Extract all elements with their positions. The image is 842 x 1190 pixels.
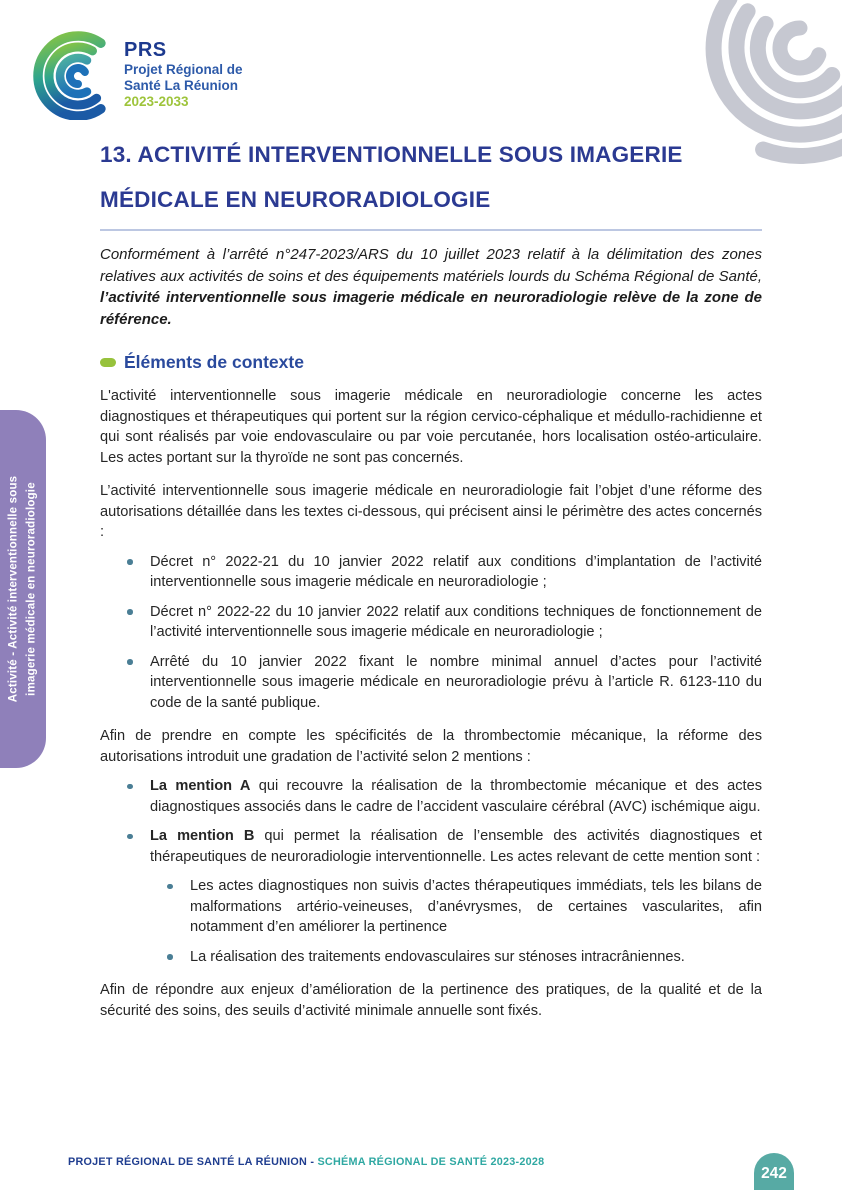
chapter-side-tab xyxy=(0,410,46,768)
bullet-dot-icon xyxy=(167,884,173,890)
mention-b-sublist xyxy=(100,876,762,967)
section-heading xyxy=(100,352,762,373)
mentions-list xyxy=(100,776,762,867)
page-number-badge xyxy=(754,1153,794,1190)
document-body xyxy=(100,132,762,1021)
bullet-dot-icon xyxy=(127,659,133,665)
decrees-list xyxy=(100,552,762,714)
section-title: Éléments de contexte xyxy=(124,352,304,372)
intro-paragraph: Conformément à l’arrêté n°247-2023/ARS du 10 juillet 2023 relatif à la délimitation des zones relatives aux activités de soins et des équipements matériels lourds du Schéma Régional de Santé, l’activité interventionnelle sous imagerie médicale en neuroradiologie relève de la zone de référence. xyxy=(100,246,762,328)
chapter-side-tab-label: Activité - Activité interventionnelle sous imagerie médicale en neuroradiologie xyxy=(7,475,38,703)
list-item: Décret n° 2022-22 du 10 janvier 2022 relatif aux conditions techniques de fonctionnement de l’activité interventionnelle sous imagerie médicale en neuroradiologie ; xyxy=(122,602,762,643)
paragraph: Afin de prendre en compte les spécificités de la thrombectomie mécanique, la réforme des autorisations introduit une gradation de l’activité selon 2 mentions : xyxy=(100,728,762,765)
paragraph: L'activité interventionnelle sous imagerie médicale en neuroradiologie concerne les actes diagnostiques et thérapeutiques qui portent sur la région cervico-céphalique et médullo-rachidienne et qui sont réalisés par voie endovasculaire ou par voie percutanée, hors localisation ostéo-articulaire. Les actes portant sur la thyroïde ne sont pas concernés. xyxy=(100,388,762,466)
bullet-dot-icon xyxy=(127,559,133,565)
logo-line1: Projet Régional de xyxy=(124,62,243,77)
list-item: Arrêté du 10 janvier 2022 fixant le nombre minimal annuel d’actes pour l’activité interventionnelle sous imagerie médicale en neuroradiologie prévu à l’article R. 6123-110 du code de la santé publique. xyxy=(122,652,762,714)
prs-logo-arcs-icon xyxy=(28,30,118,120)
logo-years: 2023-2033 xyxy=(124,94,189,110)
list-item: La mention A qui recouvre la réalisation de la thrombectomie mécanique et des actes diagnostiques associés dans le cadre de l’accident vasculaire cérébral (AVC) ischémique aigu. xyxy=(122,776,762,817)
bullet-dot-icon xyxy=(127,609,133,615)
bullet-dot-icon xyxy=(127,784,133,790)
list-item: Les actes diagnostiques non suivis d’actes thérapeutiques immédiats, tels les bilans de malformations artério-veineuses, d’anévrysmes, de certaines vascularites, afin notamment d’en améliorer la pertinence xyxy=(162,876,762,938)
page-number: 242 xyxy=(761,1165,787,1182)
title-divider xyxy=(100,229,762,231)
section-bullet-icon xyxy=(100,358,116,367)
paragraph: L’activité interventionnelle sous imagerie médicale en neuroradiologie fait l’objet d’une réforme des autorisations détaillée dans les textes ci-dessous, qui précisent ainsi le périmètre des actes concernés : xyxy=(100,483,762,540)
list-item: Décret n° 2022-21 du 10 janvier 2022 relatif aux conditions d’implantation de l’activité interventionnelle sous imagerie médicale en neuroradiologie ; xyxy=(122,552,762,593)
bullet-dot-icon xyxy=(167,954,173,960)
logo-line2: Santé La Réunion xyxy=(124,78,239,94)
logo-acronym: PRS xyxy=(124,39,167,61)
paragraph: Afin de répondre aux enjeux d’amélioration de la pertinence des pratiques, de la qualité et de la sécurité des soins, des seuils d’activité minimale annuelle sont fixés. xyxy=(100,982,762,1019)
list-item: La mention B qui permet la réalisation de l’ensemble des activités diagnostiques et thérapeutiques de neuroradiologie interventionnelle. Les actes relevant de cette mention sont : xyxy=(122,826,762,867)
list-item: La réalisation des traitements endovasculaires sur sténoses intracrâniennes. xyxy=(162,947,762,968)
footer-project-label: PROJET RÉGIONAL DE SANTÉ LA RÉUNION - xyxy=(68,1156,318,1168)
footer-text xyxy=(68,1156,544,1168)
footer-schema-label: SCHÉMA RÉGIONAL DE SANTÉ 2023-2028 xyxy=(317,1156,545,1168)
bullet-dot-icon xyxy=(127,834,133,840)
prs-logo xyxy=(28,30,243,120)
page-title: 13. ACTIVITÉ INTERVENTIONNELLE SOUS IMAGERIE MÉDICALE EN NEURORADIOLOGIE xyxy=(100,142,683,212)
